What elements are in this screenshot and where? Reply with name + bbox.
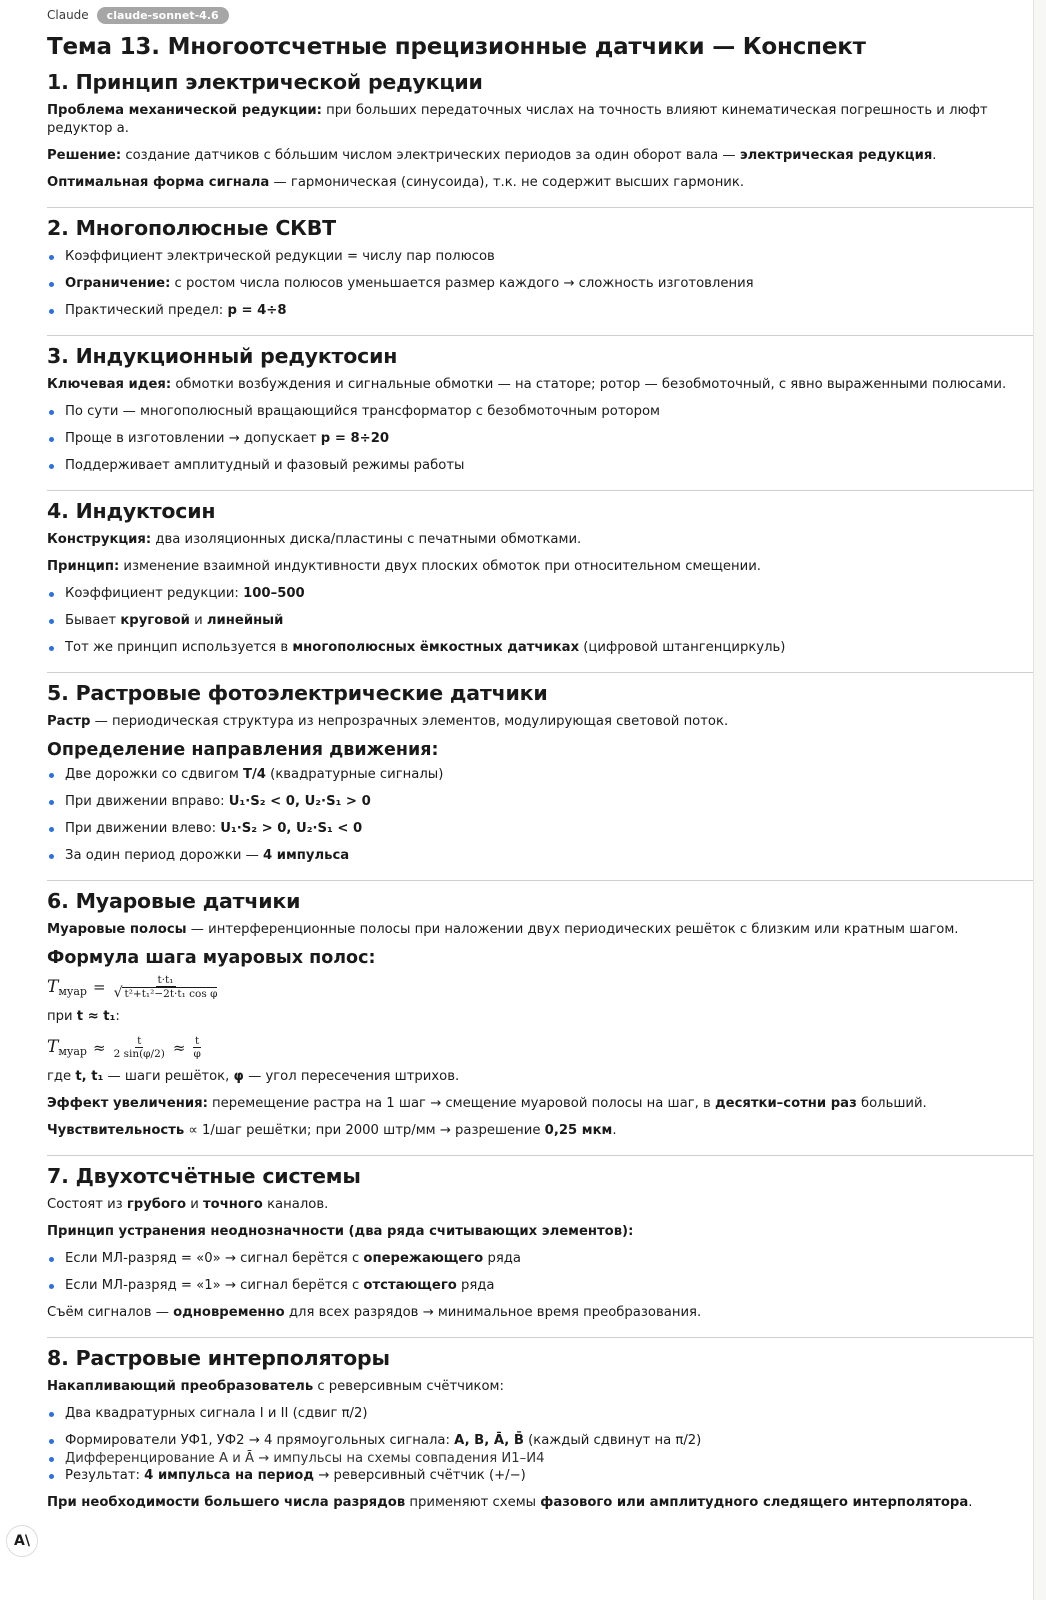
- list-item: Поддерживает амплитудный и фазовый режимы работы: [47, 457, 1033, 475]
- bullet-list: [47, 585, 1033, 657]
- bullet-list: [47, 1467, 1033, 1485]
- section-3: [47, 344, 1033, 491]
- paragraph: Ключевая идея: обмотки возбуждения и сигнальные обмотки — на статоре; ротор — безобмоточный, с явно выраженными полюсами.: [47, 377, 1007, 392]
- paragraph: Принцип устранения неоднозначности (два ряда считывающих элементов):: [47, 1224, 634, 1239]
- section-heading: 3. Индукционный редуктосин: [47, 344, 398, 368]
- paragraph: Растр — периодическая структура из непрозрачных элементов, модулирующая световой поток.: [47, 714, 729, 729]
- list-item: Ограничение: с ростом числа полюсов уменьшается размер каждого → сложность изготовления: [47, 275, 1033, 293]
- list-item: Если МЛ-разряд = «1» → сигнал берётся с отстающего ряда: [47, 1277, 1033, 1295]
- paragraph: Муаровые полосы — интерференционные полосы при наложении двух периодических решёток с близким или кратным шагом.: [47, 922, 959, 937]
- section-heading: 7. Двухотсчётные системы: [47, 1164, 361, 1188]
- section-heading: 1. Принцип электрической редукции: [47, 70, 483, 94]
- bullet-list: [47, 1250, 1033, 1295]
- clipped-line: [47, 1450, 1033, 1466]
- header-bar: [47, 0, 1033, 28]
- list-item: Две дорожки со сдвигом T/4 (квадратурные сигналы): [47, 766, 1033, 784]
- paragraph: При необходимости большего числа разрядов применяют схемы фазового или амплитудного следящего интерполятора.: [47, 1495, 973, 1510]
- paragraph: Чувствительность ∝ 1/шаг решётки; при 2000 штр/мм → разрешение 0,25 мкм.: [47, 1123, 617, 1138]
- page-title: Тема 13. Многоотсчетные прецизионные датчики — Конспект: [47, 34, 866, 60]
- model-badge[interactable]: claude-sonnet-4.6: [97, 7, 229, 24]
- paragraph: Конструкция: два изоляционных диска/пластины с печатными обмотками.: [47, 532, 582, 547]
- paragraph: Накапливающий преобразователь с реверсивным счётчиком:: [47, 1379, 504, 1394]
- paragraph: Принцип: изменение взаимной индуктивности двух плоских обмоток при относительном смещении.: [47, 559, 761, 574]
- bullet-list: [47, 248, 1033, 320]
- section-heading: 4. Индуктосин: [47, 499, 216, 523]
- paragraph: Эффект увеличения: перемещение растра на 1 шаг → смещение муаровой полосы на шаг, в десятки–сотни раз больший.: [47, 1096, 927, 1111]
- bullet-list: [47, 766, 1033, 865]
- bullet-list: [47, 403, 1033, 475]
- paragraph: при t ≈ t₁:: [47, 1009, 120, 1024]
- subheading: Формула шага муаровых полос:: [47, 948, 376, 968]
- document-content: [47, 0, 1033, 1535]
- list-item: По сути — многополюсный вращающийся трансформатор с безобмоточным ротором: [47, 403, 1033, 421]
- paragraph: Решение: создание датчиков с бо́льшим числом электрических периодов за один оборот вала — электрическая редукция.: [47, 148, 937, 163]
- subheading: Определение направления движения:: [47, 740, 439, 760]
- list-item: Практический предел: p = 4÷8: [47, 302, 1033, 320]
- list-item: Два квадратурных сигнала I и II (сдвиг π/2): [47, 1405, 1033, 1423]
- paragraph: Состоят из грубого и точного каналов.: [47, 1197, 329, 1212]
- brand-label: Claude: [47, 8, 89, 22]
- section-2: [47, 216, 1033, 336]
- section-8: [47, 1346, 1033, 1527]
- list-item: Коэффициент редукции: 100–500: [47, 585, 1033, 603]
- list-item: При движении влево: U₁·S₂ > 0, U₂·S₁ < 0: [47, 820, 1033, 838]
- list-item: При движении вправо: U₁·S₂ < 0, U₂·S₁ > 0: [47, 793, 1033, 811]
- paragraph: Проблема механической редукции: при больших передаточных числах на точность влияют кинематическая погрешность и люфт редуктор а.: [47, 103, 988, 136]
- moire-approx-formula: $T_{муар}$ ≈ $\frac{t}{2 \sin(\varphi/2)}$ ≈ $\frac{t}{\varphi}$: [47, 1035, 201, 1060]
- section-heading: 5. Растровые фотоэлектрические датчики: [47, 681, 548, 705]
- section-5: [47, 681, 1033, 881]
- section-heading: 2. Многополюсные СКВТ: [47, 216, 336, 240]
- paragraph: где t, t₁ — шаги решёток, φ — угол пересечения штрихов.: [47, 1069, 460, 1084]
- section-1: [47, 70, 1033, 208]
- list-item: Коэффициент электрической редукции = числу пар полюсов: [47, 248, 1033, 266]
- section-heading: 6. Муаровые датчики: [47, 889, 301, 913]
- list-item: За один период дорожки — 4 импульса: [47, 847, 1033, 865]
- section-7: [47, 1164, 1033, 1338]
- section-6: [47, 889, 1033, 1156]
- list-item: Проще в изготовлении → допускает p = 8÷20: [47, 430, 1033, 448]
- section-4: [47, 499, 1033, 673]
- list-item: Формирователи УФ1, УФ2 → 4 прямоугольных сигнала: A, B, Ā, B̄ (каждый сдвинут на π/2): [47, 1432, 1033, 1450]
- anthropic-logo-icon[interactable]: A\: [6, 1525, 38, 1557]
- bullet-list: [47, 1405, 1033, 1450]
- list-item: Если МЛ-разряд = «0» → сигнал берётся с опережающего ряда: [47, 1250, 1033, 1268]
- list-item: Тот же принцип используется в многополюсных ёмкостных датчиках (цифровой штангенциркуль): [47, 639, 1033, 657]
- list-item: Дифференцирование A и Ā → импульсы на схемы совпадения И1–И4: [47, 1450, 1033, 1468]
- paragraph: Оптимальная форма сигнала — гармоническая (синусоида), т.к. не содержит высших гармоник.: [47, 175, 745, 190]
- list-item: Бывает круговой и линейный: [47, 612, 1033, 630]
- paragraph: Съём сигналов — одновременно для всех разрядов → минимальное время преобразования.: [47, 1305, 702, 1320]
- list-item: Результат: 4 импульса на период → реверсивный счётчик (+/−): [47, 1467, 1033, 1485]
- section-heading: 8. Растровые интерполяторы: [47, 1346, 390, 1370]
- moire-pitch-formula: $T_{муар}$ = $\frac{\text{t·t₁}}{\text{√ t²+t₁²−2t·t₁ cos φ}}$: [47, 974, 218, 1001]
